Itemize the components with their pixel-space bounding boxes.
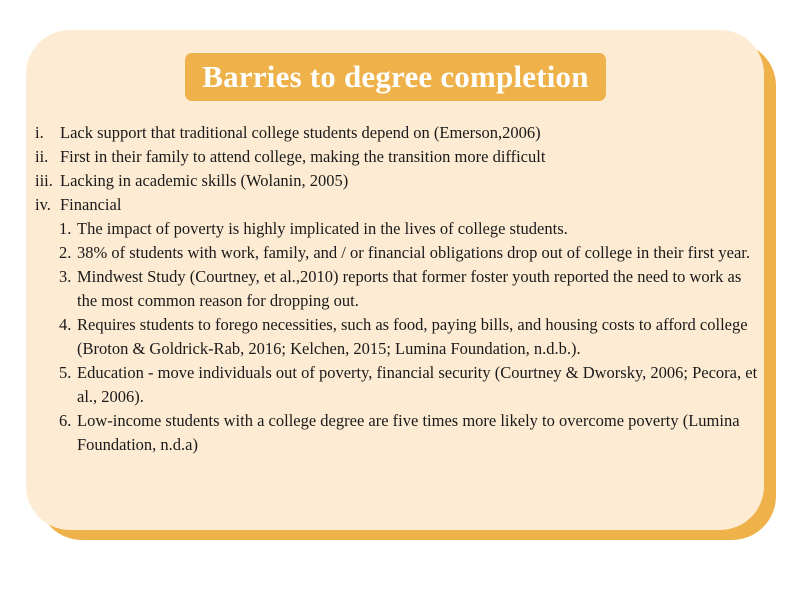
financial-sublist bbox=[35, 217, 760, 457]
sublist-item bbox=[35, 217, 760, 241]
list-marker: iv. bbox=[35, 195, 51, 214]
list-item-text: First in their family to attend college, making the transition more difficult bbox=[60, 147, 546, 166]
slide-title: Barries to degree completion bbox=[202, 59, 589, 94]
sublist-item bbox=[35, 241, 760, 265]
list-item-text: Lack support that traditional college students depend on (Emerson,2006) bbox=[60, 123, 541, 142]
sublist-item-text: Mindwest Study (Courtney, et al.,2010) reports that former foster youth reported the need to work as the most common reason for dropping out. bbox=[77, 267, 742, 310]
sublist-item bbox=[35, 361, 760, 409]
list-marker: iii. bbox=[35, 171, 53, 190]
sublist-marker: 2. bbox=[59, 243, 72, 262]
sublist-item-text: The impact of poverty is highly implicated in the lives of college students. bbox=[77, 219, 568, 238]
sublist-item-text: 38% of students with work, family, and / or financial obligations drop out of college in their first year. bbox=[77, 243, 750, 262]
title-banner bbox=[185, 53, 606, 101]
sublist-marker: 6. bbox=[59, 411, 72, 430]
sublist-item-text: Low-income students with a college degree are five times more likely to overcome poverty (Lumina Foundation, n.d.a) bbox=[77, 411, 740, 454]
sublist-item-text: Requires students to forego necessities, such as food, paying bills, and housing costs to afford college (Broton & Goldrick-Rab, 2016; Kelchen, 2015; Lumina Foundation, n.d.b.). bbox=[77, 315, 748, 358]
sublist-marker: 3. bbox=[59, 267, 72, 286]
sublist-item-text: Education - move individuals out of poverty, financial security (Courtney & Dworsky, 2006; Pecora, et al., 2006). bbox=[77, 363, 758, 406]
list-marker: i. bbox=[35, 123, 44, 142]
sublist-item bbox=[35, 409, 760, 457]
list-marker: ii. bbox=[35, 147, 49, 166]
sublist-marker: 4. bbox=[59, 315, 72, 334]
barrier-list bbox=[35, 121, 760, 457]
list-item bbox=[35, 121, 760, 145]
list-item-text: Financial bbox=[60, 195, 122, 214]
sublist-item bbox=[35, 313, 760, 361]
list-item bbox=[35, 145, 760, 169]
sublist-marker: 1. bbox=[59, 219, 72, 238]
list-item-text: Lacking in academic skills (Wolanin, 2005) bbox=[60, 171, 349, 190]
list-item bbox=[35, 169, 760, 193]
sublist-item bbox=[35, 265, 760, 313]
sublist-marker: 5. bbox=[59, 363, 72, 382]
list-item-financial bbox=[35, 193, 760, 217]
